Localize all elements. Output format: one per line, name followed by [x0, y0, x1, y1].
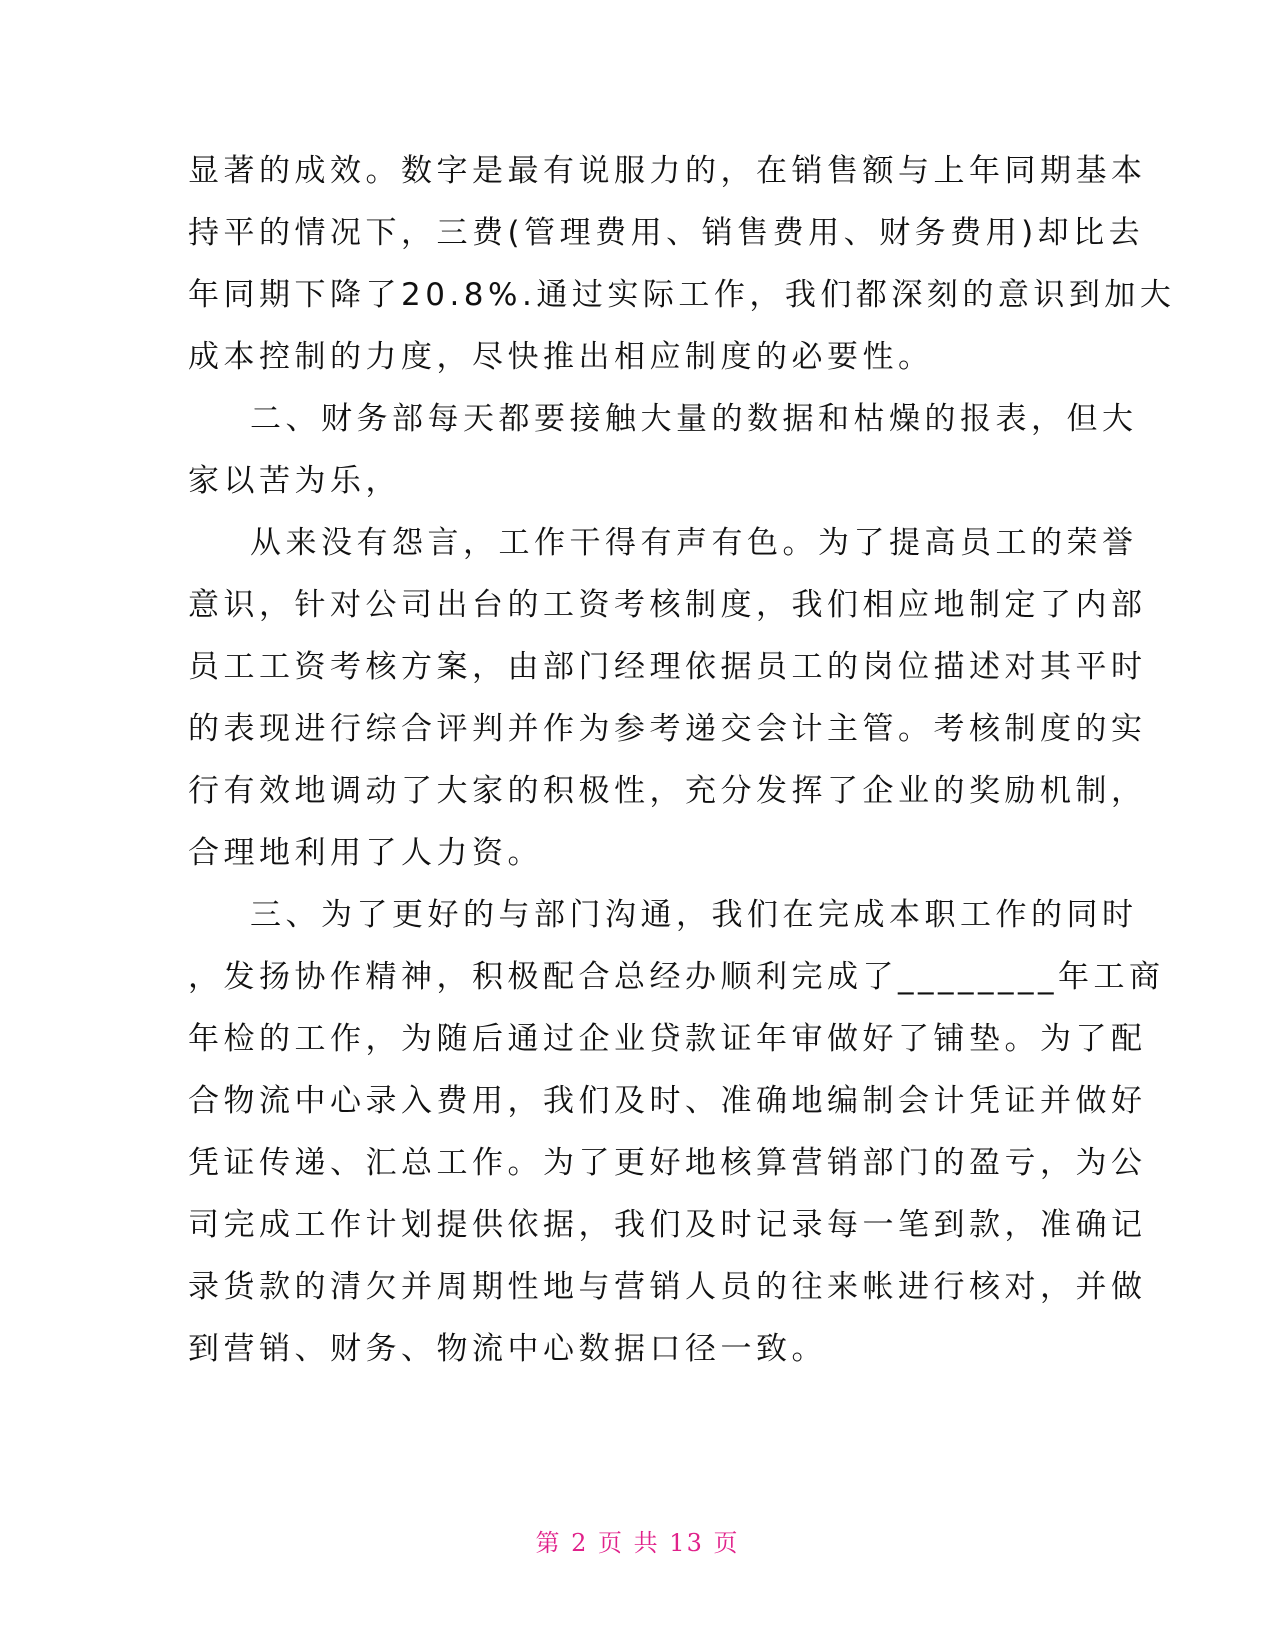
text-line: 司完成工作计划提供依据，我们及时记录每一笔到款，准确记 — [188, 1207, 1147, 1243]
text-line: 成本控制的力度，尽快推出相应制度的必要性。 — [188, 339, 934, 375]
text-line: ，发扬协作精神，积极配合总经办顺利完成了________年工商 — [188, 959, 1165, 995]
text-line: 行有效地调动了大家的积极性，充分发挥了企业的奖励机制， — [188, 773, 1147, 809]
paragraph-start-line: 二、财务部每天都要接触大量的数据和枯燥的报表，但大 — [250, 401, 1138, 437]
text-line: 合物流中心录入费用，我们及时、准确地编制会计凭证并做好 — [188, 1083, 1147, 1119]
paragraph-start-line: 三、为了更好的与部门沟通，我们在完成本职工作的同时 — [250, 897, 1138, 933]
text-line: 的表现进行综合评判并作为参考递交会计主管。考核制度的实 — [188, 711, 1147, 747]
text-line: 到营销、财务、物流中心数据口径一致。 — [188, 1331, 827, 1367]
text-line: 持平的情况下，三费(管理费用、销售费用、财务费用)却比去 — [188, 215, 1145, 251]
paragraph-start-line: 从来没有怨言，工作干得有声有色。为了提高员工的荣誉 — [250, 525, 1138, 561]
body-text — [188, 140, 1176, 1380]
text-line: 合理地利用了人力资。 — [188, 835, 543, 871]
text-line: 家以苦为乐， — [188, 463, 401, 499]
text-line: 年检的工作，为随后通过企业贷款证年审做好了铺垫。为了配 — [188, 1021, 1147, 1057]
text-line: 意识，针对公司出台的工资考核制度，我们相应地制定了内部 — [188, 587, 1147, 623]
text-line: 凭证传递、汇总工作。为了更好地核算营销部门的盈亏，为公 — [188, 1145, 1147, 1181]
page-number-text: 第 2 页 共 13 页 — [535, 1529, 740, 1557]
text-line: 显著的成效。数字是最有说服力的，在销售额与上年同期基本 — [188, 153, 1147, 189]
text-line: 员工工资考核方案，由部门经理依据员工的岗位描述对其平时 — [188, 649, 1147, 685]
text-line: 录货款的清欠并周期性地与营销人员的往来帐进行核对，并做 — [188, 1269, 1147, 1305]
text-line: 年同期下降了20.8%.通过实际工作，我们都深刻的意识到加大 — [188, 277, 1176, 313]
page-number-footer — [0, 1523, 1275, 1558]
